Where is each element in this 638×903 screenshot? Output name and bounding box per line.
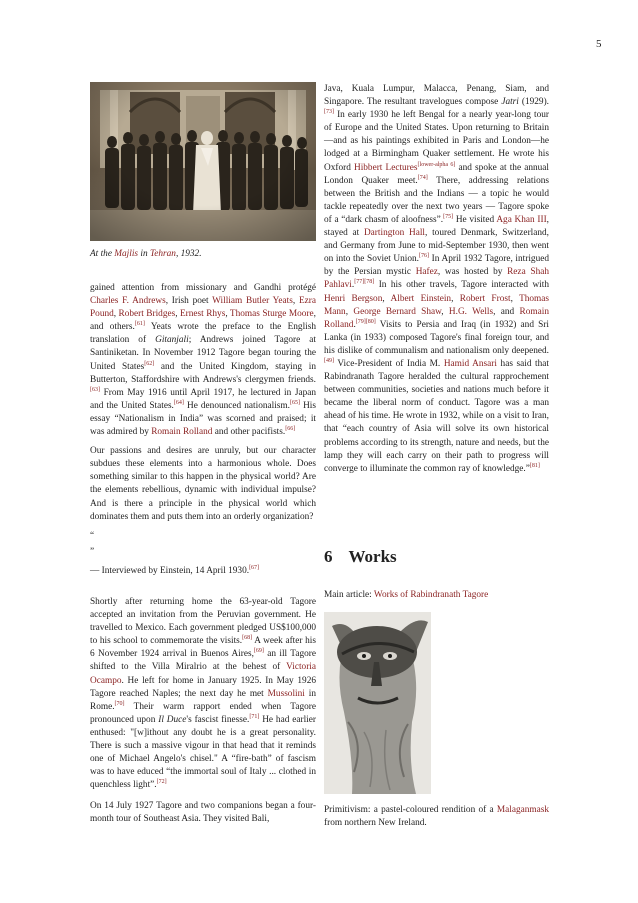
- citation-link[interactable]: [81]: [529, 462, 540, 469]
- interview-attribution: [90, 565, 316, 578]
- wiki-link[interactable]: Victoria Ocampo: [90, 662, 316, 686]
- text-run: In his other travels, Tagore interacted with: [374, 280, 549, 291]
- text-run: ,: [382, 293, 391, 304]
- text-run: , toured Denmark, Switzerland, and Germany from June to mid-September 1930, then went on into the Soviet Union.: [324, 228, 549, 265]
- wiki-link[interactable]: Aga Khan III: [496, 214, 547, 225]
- citation-link[interactable]: [66]: [285, 425, 296, 432]
- text-run: Yeats wrote the preface to the English translation of: [90, 322, 317, 346]
- citation-link[interactable]: [77][78]: [354, 279, 375, 286]
- page-number: 5: [596, 38, 602, 50]
- text-run: . He left for home in January 1925. In May 1926 Tagore reached Naples; the next day he met: [90, 675, 316, 699]
- text-run: Visits to Persia and Iraq (in 1932) and Sri Lanka (in 1933) composed Tagore's final foreign tour, and his dislike of communalism and nationalism only deepened.: [324, 319, 549, 356]
- wiki-link[interactable]: Mussolini: [267, 688, 305, 699]
- text-run: .: [353, 319, 356, 330]
- text-run: and other pacifists.: [212, 427, 286, 438]
- text-run: .: [351, 280, 355, 291]
- malagan-mask-image: [324, 612, 431, 794]
- text-run: , stayed at: [324, 214, 549, 239]
- wiki-link[interactable]: Romain Rolland: [324, 306, 549, 330]
- text-run: , Irish poet: [165, 296, 213, 307]
- right-column: [324, 83, 549, 476]
- citation-link[interactable]: [63]: [90, 386, 100, 393]
- wiki-link[interactable]: Romain Rolland: [151, 427, 213, 438]
- citation-link[interactable]: [76]: [418, 253, 429, 260]
- citation-link[interactable]: [70]: [114, 700, 125, 707]
- wiki-link[interactable]: Robert Bridges: [118, 309, 176, 320]
- malaganmask-link[interactable]: Malaganmask: [496, 805, 549, 815]
- italic-title: Jatri: [501, 97, 519, 108]
- text-run: ,: [113, 309, 119, 320]
- wiki-link[interactable]: Hafez: [415, 267, 438, 278]
- text-run: — Interviewed by Einstein, 14 April 1930.: [90, 565, 250, 576]
- text-run: From May 1916 until April 1917, he lectured in Japan and the United States.: [90, 387, 316, 411]
- section-heading-works: [324, 547, 397, 567]
- text-run: He denounced nationalism.: [183, 400, 290, 411]
- text-run: There, addressing relations between the British and the Indians — a topic he would tackle repeatedly over the next two years — Tagore spoke of a “dark chasm of aloofness”.: [324, 175, 549, 225]
- text-run: Shortly after returning home the 63-year-old Tagore accepted an invitation from the Peruvian government. He travelled to Mexico. Each government pledged US$100,000 to his school to commemorate the visits.: [90, 596, 316, 647]
- text-run: gained attention from missionary and Gandhi protégé: [90, 283, 316, 293]
- text-run: ,: [175, 309, 180, 320]
- text-run: ,: [345, 306, 354, 317]
- text-run: 's fascist finesse.: [186, 714, 250, 725]
- einstein-quote: Our passions and desires are unruly, but our character subdues these elements into a harmonious whole. Does something similar to this happen in the physical world? Are the elements rebellious, dynamic with individual impulse? And is there a principle in the physical world which dominates them and puts them into an orderly organization?: [90, 446, 316, 522]
- wiki-link[interactable]: Dartington Hall: [363, 228, 426, 239]
- text-run: ,: [225, 309, 230, 320]
- citation-link[interactable]: [49]: [324, 357, 334, 364]
- text-run: and the United Kingdom, staying in Butterton, Staffordshire with Andrews's clergymen friends.: [90, 361, 316, 385]
- italic-title: Il Duce: [158, 714, 187, 725]
- text-run: ,: [292, 296, 299, 307]
- wiki-link[interactable]: Hibbert Lectures: [353, 162, 418, 173]
- left-column: [90, 282, 316, 827]
- citation-link[interactable]: [64]: [173, 399, 184, 406]
- citation-link[interactable]: [65]: [289, 399, 300, 406]
- text-run: (1929).: [518, 97, 550, 108]
- text-run: ; Andrews joined Tagore at Santiniketan. In November 1912 Tagore began touring the United States: [90, 335, 317, 372]
- section-number: 6: [324, 547, 333, 566]
- section-title: Works: [348, 547, 397, 566]
- citation-link[interactable]: [67]: [249, 564, 260, 571]
- text-run: Vice-President of India M.: [334, 358, 444, 369]
- text-run: His essay “Nationalism in India” was scorned and praised; it was admired by: [90, 400, 316, 438]
- majlis-photo-image: [90, 82, 316, 241]
- wiki-link[interactable]: Reza Shah Pahlavi: [324, 267, 549, 291]
- text-run: A week after his 6 November 1924 arrival in Buenos Aires,: [90, 636, 316, 660]
- majlis-photo-caption: At the Majlis in Tehran, 1932.: [90, 249, 202, 259]
- wiki-link[interactable]: Hamid Ansari: [443, 358, 497, 369]
- citation-link[interactable]: [74]: [417, 174, 428, 181]
- citation-link[interactable]: [lower-alpha 6]: [417, 161, 456, 168]
- wiki-link[interactable]: William Butler Yeats: [212, 296, 293, 307]
- quote-mark-close: ”: [90, 546, 95, 557]
- wiki-link[interactable]: H.G. Wells: [448, 306, 494, 317]
- later-travels-paragraph: [324, 83, 549, 476]
- wiki-link[interactable]: Albert Einstein: [390, 293, 452, 304]
- wiki-link[interactable]: Charles F. Andrews: [90, 296, 166, 307]
- text-run: ,: [441, 306, 449, 317]
- text-run: Java, Kuala Lumpur, Malacca, Penang, Siam, and Singapore. The resultant travelogues compose: [324, 84, 549, 108]
- citation-link[interactable]: [69]: [253, 648, 264, 655]
- wiki-link[interactable]: Thomas Sturge Moore: [229, 309, 314, 320]
- majlis-photo: [90, 82, 316, 241]
- citation-link[interactable]: [72]: [156, 779, 167, 786]
- citation-link[interactable]: [79][80]: [355, 318, 376, 325]
- text-run: in Rome.: [90, 688, 316, 712]
- text-run: and spoke at the annual London Quaker meet.: [324, 162, 549, 186]
- text-run: an ill Tagore shifted to the Villa Miralrio at the behest of: [90, 649, 316, 673]
- quote-mark-open: “: [90, 530, 95, 541]
- citation-link[interactable]: [61]: [134, 321, 145, 328]
- text-run: has said that Rabindranath Tagore heralded the cultural rapprochement between communities, societies and nations much before it became the liberal norm of conduct. Tagore was a man ahead of his time. He wrote in 1932, while on a visit to Iran, that “each country of Asia will solve its own historical problems according to its strength, nature and needs, but the lamp they will each carry on their path to progress will converge to illuminate the common ray of knowledge.”: [324, 358, 549, 474]
- text-run: In early 1930 he left Bengal for a nearly year-long tour of Europe and the United States. Upon returning to Britain—and as his paintings exhibited in Paris and London—he lodged at a Birmingham Quaker settlement. He wrote his Oxford: [324, 110, 549, 173]
- wiki-link[interactable]: George Bernard Shaw: [353, 306, 442, 317]
- latin-america-paragraph: [90, 596, 316, 792]
- text-run: ,: [510, 293, 520, 304]
- citation-link[interactable]: [62]: [144, 360, 155, 367]
- text-run: He had earlier enthused: "[w]ithout any doubt he is a great personality. There is such a massive vigour in that head that it reminds one of Michael Angelo's chisel." A “fire-bath” of fascism was to have educed “the immortal soul of Italy ... clothed in quenchless light”.: [90, 714, 316, 791]
- travels-paragraph: [90, 282, 316, 439]
- italic-title: Gitanjali: [155, 335, 189, 346]
- wiki-link[interactable]: Henri Bergson: [324, 293, 383, 304]
- citation-link[interactable]: [71]: [249, 713, 260, 720]
- citation-link[interactable]: [68]: [242, 635, 253, 642]
- wiki-link[interactable]: Robert Frost: [459, 293, 511, 304]
- main-article-note: Main article: Works of Rabindranath Tagore: [324, 590, 489, 600]
- tehran-link[interactable]: Tehran: [149, 249, 176, 259]
- works-main-article-link[interactable]: Works of Rabindranath Tagore: [373, 590, 489, 600]
- text-run: On 14 July 1927 Tagore and two companions began a four-month tour of Southeast Asia. They visited Bali,: [90, 801, 316, 825]
- text-run: He visited: [453, 214, 497, 225]
- malagan-mask-drawing: [324, 612, 431, 794]
- citation-link[interactable]: [75]: [443, 213, 454, 220]
- mask-caption: Primitivism: a pastel-coloured rendition of a Malaganmask from northern New Ireland.: [324, 805, 549, 829]
- text-run: Their warm rapport ended when Tagore pronounced upon: [90, 701, 316, 725]
- wiki-link[interactable]: Ezra Pound: [90, 296, 316, 320]
- text-run: ,: [451, 293, 460, 304]
- wiki-link[interactable]: Ernest Rhys: [180, 309, 226, 320]
- majlis-link[interactable]: Majlis: [114, 249, 139, 259]
- text-run: , was hosted by: [437, 267, 508, 278]
- southeast-asia-paragraph: [90, 800, 316, 826]
- text-run: , and others.: [90, 309, 316, 333]
- citation-link[interactable]: [73]: [324, 109, 334, 116]
- text-run: In April 1932 Tagore, intrigued by the Persian mystic: [324, 254, 549, 278]
- text-run: , and: [493, 306, 520, 317]
- wiki-link[interactable]: Thomas Mann: [324, 293, 550, 317]
